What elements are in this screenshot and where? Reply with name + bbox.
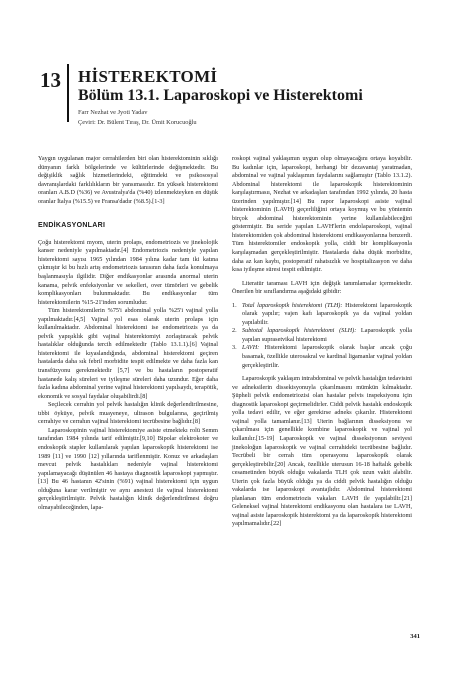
paragraph: Çoğu histerektomi myom, uterin prolaps, endometriozis ve jinekolojik kanser nedeniyle yapılmaktadır.[4] Endometriozis nedeniyle yapılan histerektomi sayısı 1965 yılından 1984 yılına kadar tam iki katına çıkmıştır ki bu hızlı artış endometriozis tanısının daha fazla konulmaya başlanmasıyla ilgilidir. Diğer endikasyonlar arasında anormal uterin kanama, pelvik enfeksiyonlar ve sekelleri, over tümörleri ve gebelik komplikasyonları bulunmaktadır. Bu endikasyonlar tüm histerektomilerin %15-21'inden sorumludur. [38,238,218,306]
chapter-number: 13 [40,68,61,92]
list-item [232,327,412,344]
authors: Farr Nezhat ve Jyoti Yadav [78,109,148,116]
chapter-title: HİSTEREKTOMİ [78,67,218,86]
list-item-text: Histerektomi laparoskopik olarak yapılır; vajen kafı laparoskopik ya da vajinal yoldan yapılabilir. [242,301,412,326]
list-item-text: Laparoskopik yolla yapılan suprasetvikal histerektomi [242,327,412,343]
chapter-divider [67,64,69,122]
list-item-number: 2. [232,327,237,335]
list-item-term: Subtotal laparoskopik histerektomi (SLH): [242,327,357,335]
list-item [232,344,412,370]
paragraph: Seçilecek cerrahin yol pelvik hastalığın klinik değerlendirilmesine, tıbbi öyküye, pelvik muayeneye, ultrason bulgularına, geçirilmiş cerrahiye ve cerrahın vajinal histerektomi tecrübesine bağlıdır.[8] [38,401,218,426]
list-item [232,302,412,328]
translators: Çeviri: Dr. Bülent Tıraş, Dr. Ümit Korucuoğlu [78,119,197,126]
paragraph: Laparoskopik yaklaşım intrabdominal ve pelvik hastalığın tedavisini ve adneksilerin dissekisyonuyla çıkarılmasını mümkün kılmaktadır. Şüpheli pelvik endometriozisi olan hastalar pelvis inspeksiyonu için diagnostik laparoskopi geçirmelidirler. Ciddi pelvik hastalık endoskopik yolla tedavi edilir, ve eğer gerekirse adneks çıkarılır. Histerektomi vajinal yolla tamamlanır.[13] Uterin bağlarının disseksiyonu ve çıkarılması için genellikle kombine laparoskopik ve vajinal yol kullanılır.[15-19] Laparoskopik ve vajinal disseksiyonun seviyesi jinekoloğun laparoskopik ve vajinal cerrahideki tecrübesine bağlıdır. Tecrübeli bir cerrah tüm operasyonu laparoskopik olarak gerçekleştirebilir.[20] Ancak, özellikle uterusun 16-18 haftalık gebelik cesametinden büyük olduğu vakalarda TLH çok uzun vakit alabilir. Uterin çok fazla büyük olduğu ya da ciddi pelvik hastalığın olduğu vakalarda ise laparoskopi avantajlıdır. Abdominal histerektomi planlanan tüm endometriozis vakaları LAVH ile yapılabilir.[21] Geleneksel vajinal histerektomi endikasyonu olan hastalara ise LAVH, vajinal asiste laparoskopik histerektomi ya da laparoskopik histerektomi yapılmamalıdır.[22] [232,375,412,528]
left-column [38,155,218,512]
paragraph: Tüm histerektomilerin %75'i abdominal yolla %25'i vajinal yolla yapılmaktadır.[4,5] Vajinal yol esas olarak uterin prolaps için kullanılmaktadır. Abdominal histerektomi ise endometriozis ya da pelvik yapışıklık gibi vajinal histerektomiyi zorlaştıracak pelvik hastalıklar olduğunda tercih edilmektedir (Tablo 13.1.1).[6] Vajinal histerektomi ile kıyaslandığında, abdominal histerektomi geçiren hastalarda daha sık febril morbidite tespit edilmekte ve daha fazla kan transfüzyonu gerekmektedir [5,7] ve bu hastaların postoperatif hastanede kalış süreleri ve iyileşme süreleri daha uzundur. Eğer daha fazla kadına abdominal yerine vajinal histerektomi yapılsaydı, terapötik, ekonomik ve sosyal faydalar oluşabilirdi.[8] [38,307,218,400]
section-title: Bölüm 13.1. Laparoskopi ve Histerektomi [78,87,363,104]
list-item-term: Total laparoskopik histerektomi (TLH): [242,301,343,309]
paragraph: Laparoskopinin vajinal histerektomiye asiste etmektekı rolü Semm tarafından 1984 yılında tarif edilmiştir.[9,10] Bipolar elektrokoter ve endoskopik stapler kullanılarak yapılan laparoskopik histerektomi ise 1989 [11] ve 1990 [12] yıllarında tariflenmiştir. Konuz ve arkadaşları mevcut pelvik hastalıkları nedeniyle vajinal histerektomi yapılamayacağı düşünülen 46 hastaya diagnostik laparoskopi yapmıştır.[13] Bu 46 hastanın 42'sinin (%91) vajinal histerektomi için uygun olduğuna karar verilmiştir ve aynı anestezi ile vajinal histerektomi gerçekleştirilmiştir. Pelvik hastalığın klinik değerlendirilmesi doğru olmayabileceğinden, lapa- [38,426,218,511]
paragraph: Literatür taraması LAVH için değişik tanımlamalar içermektedir. Önerilen bir sınıflandırma aşağıdaki gibidir: [232,279,412,296]
page-number: 341 [410,633,420,640]
intro-paragraph: Yaygın uygulanan major cerrahilerden biri olan histerektominin sıklığı dünyanın farklı bölgelerinde ve kültürlerinde değişmektedir. Bu değişiklik sağlık hizmetlerindeki, eğitimdeki ve psikososyal davranışlardaki farklılıkların bir yansımasıdır. En yüksek histerektomi oranları A.B.D (%36) ve Avustralya'da (%40) izlenmekteyken en düşük oranlar İtalya (%15.5) ve Fransa'dadır (%8.5).[1-3] [38,155,218,205]
list-item-number: 3. [232,344,237,352]
list-item-text: Histerektomi laparoskopik olarak başlar ancak çoğu basamak, özellikle uterosakral ve kardinal ligamanlar vajinal yoldan gerçekleştirilir. [242,344,412,369]
paragraph: roskopi vajinal yaklaşımın uygun olup olmayacağını ortaya koyabilir. Bu kadınlar için, laparoskopi, herhangi bir dezavantaj yaratmadan, abdominal ve vajinal yaklaşımın faydalarını sağlamıştır (Tablo 13.1.2). Abdominal histerektomi ile laparoskopik histerektominin karşılaştırmasıı, Nezhat ve arkadaşları tarafından 1992 yılında, 20 hasta üzerinden yapılmıştır.[14] Bu rapor laparoskopi asiste vajinal histerektominin (LAVH) geçerliliğini ortaya koymuş ve bu yöntemin birçok abdominal histerektominin yerine kullanılabileceğini göstermiştir. Bu seride yapılan LAVH'lerin endolaparoskopi, vajinal histerektomiden çok abdominal histerektomi endikasyonlarına benzerdi. Tüm histerektomiler endoskopik yolla, ciddi bir komplikasyonla karşılaşmadan gerçekleştirilmiştir. Hastalarda daha düşük morbidite, daha az kan kaybı, postoperatif rahatsızlık ve hospitalizasyon ve daha kısa iyileşme süresi tespit edilmiştir. [232,155,412,274]
right-column [232,155,412,529]
list-item-number: 1. [232,301,237,309]
section-heading: ENDİKASYONLARI [38,222,106,230]
list-item-term: LAVH: [242,344,260,352]
